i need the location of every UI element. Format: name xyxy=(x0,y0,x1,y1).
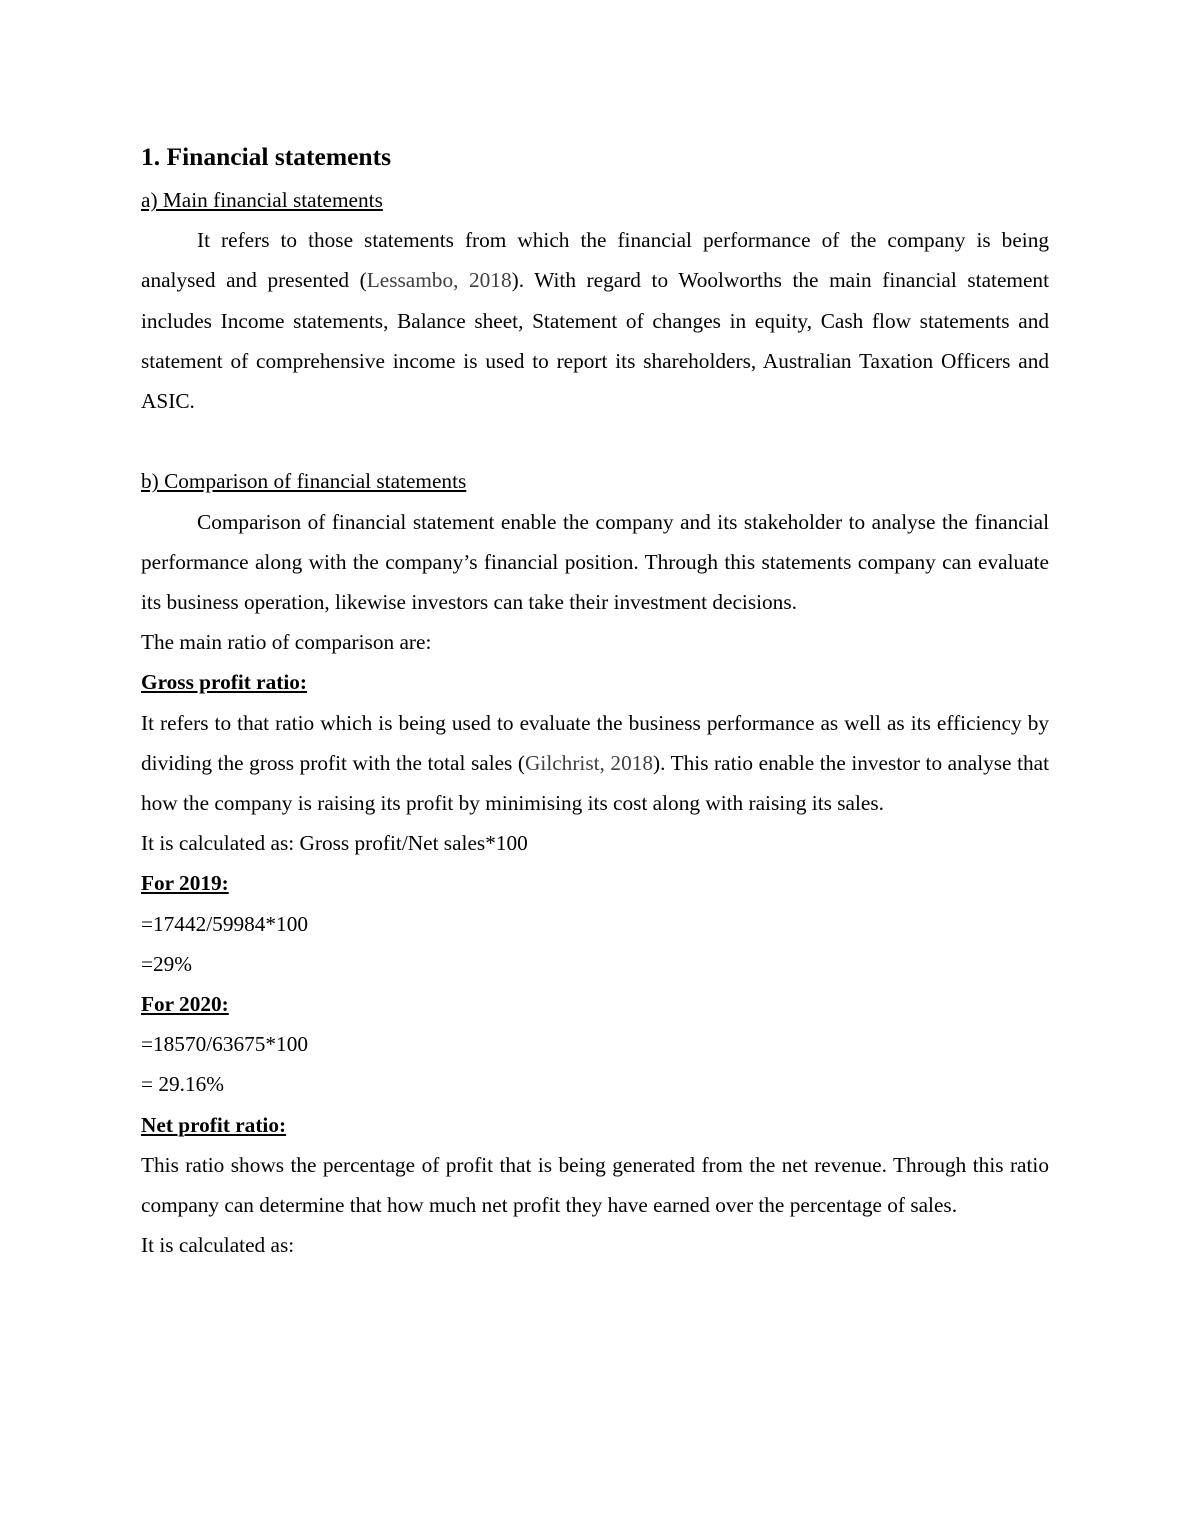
gross-profit-text-2: ). This ratio enable the investor to analyse that how the company is raising its profit by minimising its cost along with raising its sales. xyxy=(141,750,1050,816)
page-title: 1. Financial statements xyxy=(141,142,392,171)
section-b-intro: The main ratio of comparison are: xyxy=(141,630,432,655)
section-b-paragraph: Comparison of financial statement enable the company and its stakeholder to analyse the financial performance along with the company’s financial position. Through this statements company can evaluate its business operation, likewise investors can take their investment decisions. xyxy=(141,509,1049,615)
year-2020-title: For 2020: xyxy=(141,992,229,1017)
gross-profit-formula: It is calculated as: Gross profit/Net sales*100 xyxy=(141,831,528,856)
section-a-paragraph xyxy=(141,220,1049,421)
section-b-title: b) Comparison of financial statements xyxy=(141,469,467,494)
year-2019-title: For 2019: xyxy=(141,871,229,896)
year-2020-calc: =18570/63675*100 xyxy=(141,1032,309,1057)
section-a-text-1: It refers to those statements from which the financial performance of the company is being analysed and presented ( xyxy=(141,228,1049,293)
section-a-title: a) Main financial statements xyxy=(141,188,383,212)
citation-lessambo[interactable]: Lessambo, 2018 xyxy=(366,268,512,293)
gross-profit-paragraph xyxy=(141,703,1049,824)
citation-gilchrist[interactable]: Gilchrist, 2018 xyxy=(525,750,654,775)
year-2020-result: = 29.16% xyxy=(141,1072,224,1097)
gross-profit-title: Gross profit ratio: xyxy=(141,670,308,695)
section-a-text-2: ). With regard to Woolworths the main financial statement includes Income statements, Balance sheet, Statement of changes in equity, Cash flow statements and statement of comprehensive income is used to report its shareholders, Australian Taxation Officers and ASIC. xyxy=(141,268,1049,414)
spacer xyxy=(141,421,1049,461)
net-profit-title: Net profit ratio: xyxy=(141,1112,287,1137)
net-profit-formula: It is calculated as: xyxy=(141,1233,295,1258)
year-2019-calc: =17442/59984*100 xyxy=(141,911,309,936)
year-2019-result: =29% xyxy=(141,951,193,976)
gross-profit-text-1: It refers to that ratio which is being used to evaluate the business performance as well as its efficiency by dividing the gross profit with the total sales ( xyxy=(141,710,1049,775)
net-profit-paragraph: This ratio shows the percentage of profit that is being generated from the net revenue. Through this ratio company can determine that how much net profit they have earned over the percentage of sales. xyxy=(141,1152,1049,1218)
document-page xyxy=(141,138,1049,1265)
